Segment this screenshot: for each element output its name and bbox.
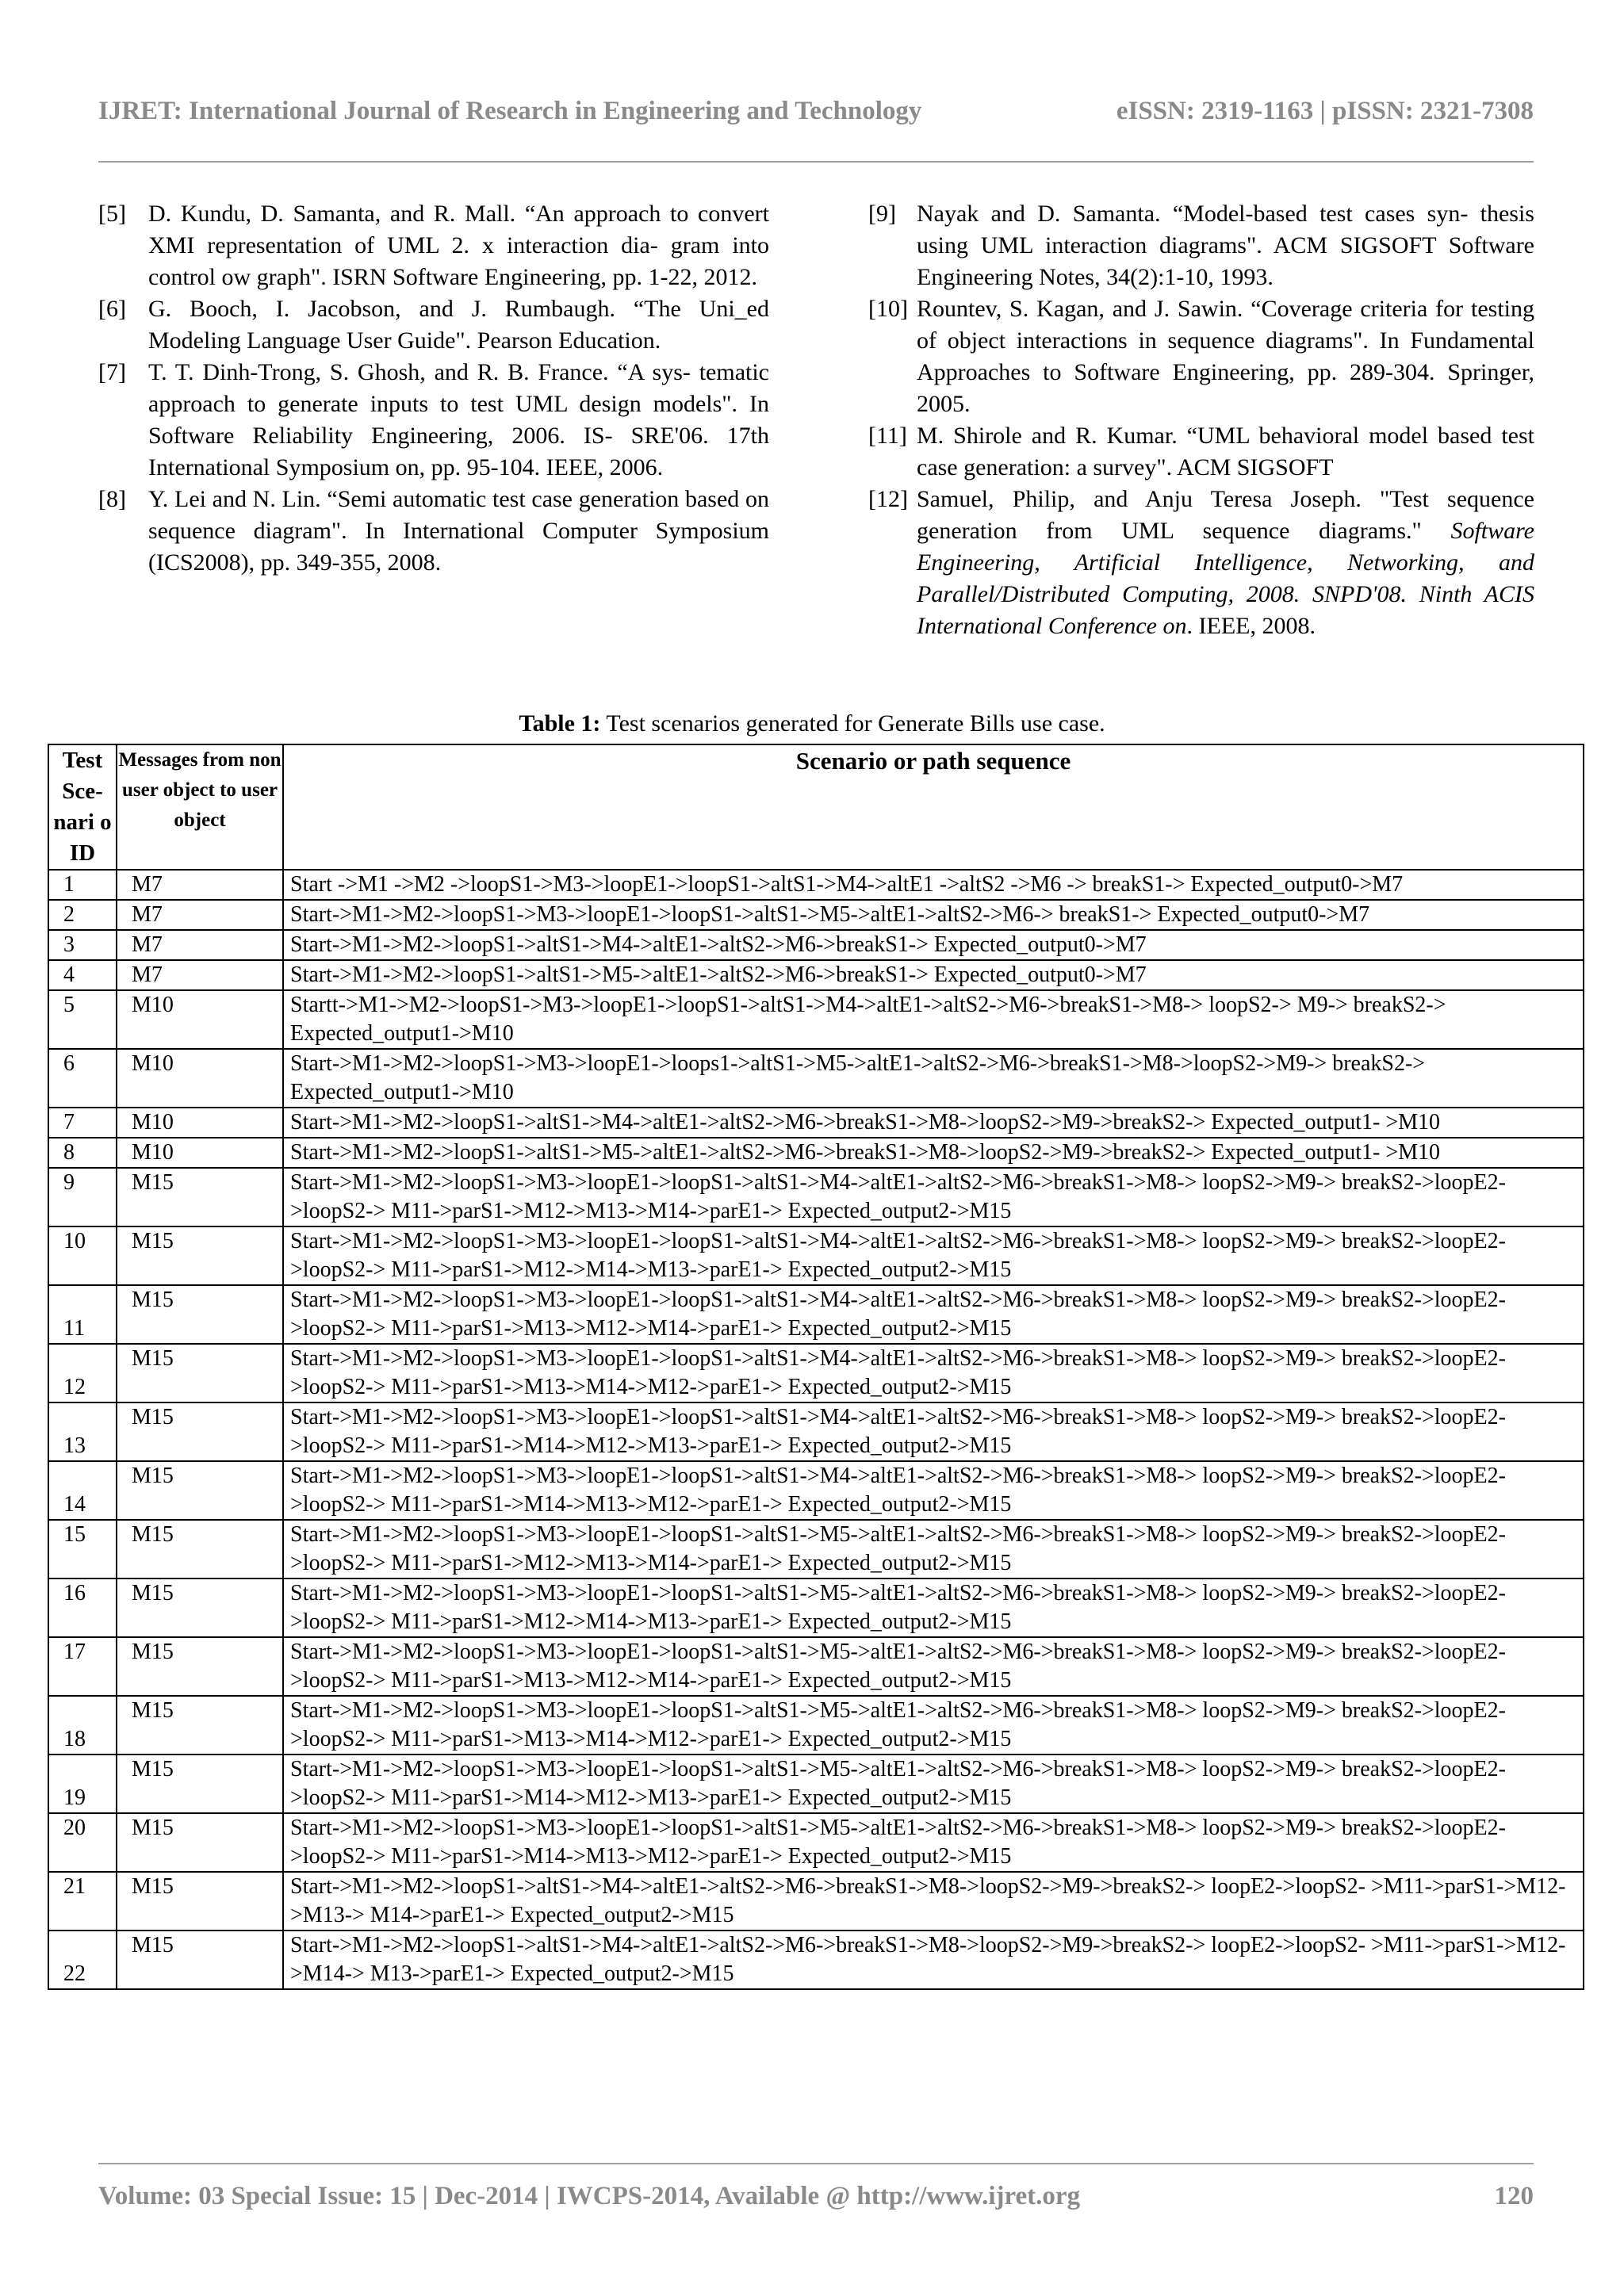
table-row <box>48 1461 1584 1520</box>
sequence-cell: Start->M1->M2->loopS1->altS1->M4->altE1->altS2->M6->breakS1->M8->loopS2->M9->breakS2-> Expected_output1- >M10 <box>283 1108 1584 1138</box>
sequence-cell: Start->M1->M2->loopS1->M3->loopE1->loopS1->altS1->M5->altE1->altS2->M6->breakS1->M8-> loopS2->M9-> breakS2->loopE2->loopS2-> M11->parS1->M12->M14->M13->parE1-> Expected_output2->M15 <box>283 1578 1584 1637</box>
reference-venue-italic: Software Engineering, Artificial Intelligence, Networking, and Parallel/Distributed Computing, 2008. SNPD'08. Ninth ACIS International Conference on <box>917 518 1534 639</box>
message-cell: M10 <box>117 1108 283 1138</box>
running-header <box>98 97 1534 126</box>
table-row <box>48 1755 1584 1813</box>
sequence-cell: Start->M1->M2->loopS1->M3->loopE1->loopS1->altS1->M5->altE1->altS2->M6->breakS1->M8-> loopS2->M9-> breakS2->loopE2->loopS2-> M11->parS1->M14->M13->M12->parE1-> Expected_output2->M15 <box>283 1813 1584 1872</box>
message-cell: M15 <box>117 1520 283 1578</box>
sequence-cell: Start->M1->M2->loopS1->M3->loopE1->loopS1->altS1->M4->altE1->altS2->M6->breakS1->M8-> loopS2->M9-> breakS2->loopE2->loopS2-> M11->parS1->M13->M12->M14->parE1-> Expected_output2->M15 <box>283 1285 1584 1344</box>
table-row <box>48 1285 1584 1344</box>
scenario-id-cell: 9 <box>48 1168 117 1226</box>
scenario-id-cell: 7 <box>48 1108 117 1138</box>
table-row <box>48 1138 1584 1168</box>
reference-text-plain: Samuel, Philip, and Anju Teresa Joseph. "Test sequence generation from UML sequence diagrams." <box>917 486 1534 544</box>
table-row <box>48 1520 1584 1578</box>
scenario-id-cell: 14 <box>48 1461 117 1520</box>
reference-text <box>917 484 1534 642</box>
reference-item <box>868 484 1534 642</box>
reference-item <box>868 420 1534 484</box>
message-cell: M15 <box>117 1872 283 1931</box>
reference-number: [7] <box>98 359 126 385</box>
scenario-id-cell: 20 <box>48 1813 117 1872</box>
sequence-cell: Start->M1->M2->loopS1->M3->loopE1->loopS1->altS1->M5->altE1->altS2->M6->breakS1->M8-> loopS2->M9-> breakS2->loopE2->loopS2-> M11->parS1->M13->M14->M12->parE1-> Expected_output2->M15 <box>283 1696 1584 1755</box>
scenario-id-cell: 13 <box>48 1402 117 1461</box>
message-cell: M15 <box>117 1755 283 1813</box>
reference-number: [5] <box>98 201 126 227</box>
journal-title: IJRET: International Journal of Research in Engineering and Technology <box>98 97 922 125</box>
sequence-cell: Start->M1->M2->loopS1->altS1->M4->altE1->altS2->M6->breakS1->M8->loopS2->M9->breakS2-> loopE2->loopS2- >M11->parS1->M12->M14-> M13->parE1-> Expected_output2->M15 <box>283 1931 1584 1989</box>
scenario-id-cell: 16 <box>48 1578 117 1637</box>
scenario-id-cell: 22 <box>48 1931 117 1989</box>
reference-text: Rountev, S. Kagan, and J. Sawin. “Coverage criteria for testing of object interactions in sequence diagrams". In Fundamental Approaches to Software Engineering, pp. 289-304. Springer, 2005. <box>917 296 1534 417</box>
table-row <box>48 1813 1584 1872</box>
table-caption-text: Test scenarios generated for Generate Bills use case. <box>600 710 1105 737</box>
reference-item <box>98 357 769 484</box>
reference-text: Y. Lei and N. Lin. “Semi automatic test case generation based on sequence diagram". In International Computer Symposium (ICS2008), pp. 349-355, 2008. <box>148 486 769 576</box>
scenario-id-cell: 8 <box>48 1138 117 1168</box>
footer-volume-info: Volume: 03 Special Issue: 15 | Dec-2014 | IWCPS-2014, Available @ http://www.ijret.org <box>98 2182 1081 2210</box>
table-row <box>48 1872 1584 1931</box>
message-cell: M10 <box>117 1138 283 1168</box>
table-row <box>48 1696 1584 1755</box>
reference-item <box>98 484 769 579</box>
message-cell: M15 <box>117 1461 283 1520</box>
scenario-id-cell: 15 <box>48 1520 117 1578</box>
reference-number: [10] <box>868 296 908 322</box>
sequence-cell: Start->M1->M2->loopS1->M3->loopE1->loopS1->altS1->M5->altE1->altS2->M6->breakS1->M8-> loopS2->M9-> breakS2->loopE2->loopS2-> M11->parS1->M14->M12->M13->parE1-> Expected_output2->M15 <box>283 1755 1584 1813</box>
table-row <box>48 990 1584 1049</box>
reference-item <box>98 198 769 293</box>
message-cell: M15 <box>117 1285 283 1344</box>
column-header-sequence: Scenario or path sequence <box>283 744 1584 870</box>
references-left-column <box>98 198 769 579</box>
issn: eISSN: 2319-1163 | pISSN: 2321-7308 <box>1116 97 1534 125</box>
table-row <box>48 870 1584 900</box>
table-body <box>48 870 1584 1989</box>
message-cell: M10 <box>117 990 283 1049</box>
message-cell: M15 <box>117 1344 283 1402</box>
scenario-id-cell: 11 <box>48 1285 117 1344</box>
reference-number: [6] <box>98 296 126 322</box>
sequence-cell: Start ->M1 ->M2 ->loopS1->M3->loopE1->loopS1->altS1->M4->altE1 ->altS2 ->M6 -> breakS1-> Expected_output0->M7 <box>283 870 1584 900</box>
reference-number: [12] <box>868 486 908 512</box>
table-caption-label: Table 1: <box>519 710 601 737</box>
sequence-cell: Start->M1->M2->loopS1->M3->loopE1->loopS1->altS1->M4->altE1->altS2->M6->breakS1->M8-> loopS2->M9-> breakS2->loopE2->loopS2-> M11->parS1->M12->M14->M13->parE1-> Expected_output2->M15 <box>283 1226 1584 1285</box>
scenario-id-cell: 18 <box>48 1696 117 1755</box>
scenario-id-cell: 12 <box>48 1344 117 1402</box>
message-cell: M15 <box>117 1931 283 1989</box>
message-cell: M7 <box>117 930 283 960</box>
sequence-cell: Startt->M1->M2->loopS1->M3->loopE1->loopS1->altS1->M4->altE1->altS2->M6->breakS1->M8-> loopS2-> M9-> breakS2-> Expected_output1->M10 <box>283 990 1584 1049</box>
footer-rule <box>98 2163 1534 2164</box>
table-row <box>48 1344 1584 1402</box>
table-row <box>48 1108 1584 1138</box>
reference-text: G. Booch, I. Jacobson, and J. Rumbaugh. “The Uni_ed Modeling Language User Guide". Pearson Education. <box>148 296 769 354</box>
sequence-cell: Start->M1->M2->loopS1->M3->loopE1->loopS1->altS1->M5->altE1->altS2->M6->breakS1->M8-> loopS2->M9-> breakS2->loopE2->loopS2-> M11->parS1->M12->M13->M14->parE1-> Expected_output2->M15 <box>283 1520 1584 1578</box>
reference-text: M. Shirole and R. Kumar. “UML behavioral model based test case generation: a survey". ACM SIGSOFT <box>917 423 1534 480</box>
scenario-id-cell: 4 <box>48 960 117 990</box>
column-header-messages: Messages from non user object to user object <box>117 744 283 870</box>
message-cell: M15 <box>117 1813 283 1872</box>
scenario-id-cell: 10 <box>48 1226 117 1285</box>
reference-text: Nayak and D. Samanta. “Model-based test cases syn- thesis using UML interaction diagrams". ACM SIGSOFT Software Engineering Notes, 34(2):1-10, 1993. <box>917 201 1534 290</box>
sequence-cell: Start->M1->M2->loopS1->M3->loopE1->loopS1->altS1->M5->altE1->altS2->M6->breakS1->M8-> loopS2->M9-> breakS2->loopE2->loopS2-> M11->parS1->M13->M12->M14->parE1-> Expected_output2->M15 <box>283 1637 1584 1696</box>
message-cell: M15 <box>117 1402 283 1461</box>
table-row <box>48 1578 1584 1637</box>
scenario-id-cell: 1 <box>48 870 117 900</box>
message-cell: M7 <box>117 960 283 990</box>
table-row <box>48 960 1584 990</box>
sequence-cell: Start->M1->M2->loopS1->altS1->M4->altE1->altS2->M6->breakS1-> Expected_output0->M7 <box>283 930 1584 960</box>
message-cell: M15 <box>117 1696 283 1755</box>
scenario-id-cell: 19 <box>48 1755 117 1813</box>
header-rule <box>98 161 1534 163</box>
column-header-test-id: Test Sce- nari o ID <box>48 744 117 870</box>
reference-item <box>868 293 1534 420</box>
scenario-id-cell: 17 <box>48 1637 117 1696</box>
message-cell: M7 <box>117 900 283 930</box>
sequence-cell: Start->M1->M2->loopS1->altS1->M5->altE1->altS2->M6->breakS1-> Expected_output0->M7 <box>283 960 1584 990</box>
table-row <box>48 1049 1584 1108</box>
scenario-id-cell: 6 <box>48 1049 117 1108</box>
test-scenarios-table <box>48 744 1584 1990</box>
sequence-cell: Start->M1->M2->loopS1->M3->loopE1->loopS1->altS1->M4->altE1->altS2->M6->breakS1->M8-> loopS2->M9-> breakS2->loopE2->loopS2-> M11->parS1->M12->M13->M14->parE1-> Expected_output2->M15 <box>283 1168 1584 1226</box>
message-cell: M15 <box>117 1578 283 1637</box>
message-cell: M7 <box>117 870 283 900</box>
message-cell: M15 <box>117 1226 283 1285</box>
reference-number: [9] <box>868 201 896 227</box>
table-row <box>48 1402 1584 1461</box>
message-cell: M15 <box>117 1637 283 1696</box>
scenario-id-cell: 21 <box>48 1872 117 1931</box>
scenario-id-cell: 5 <box>48 990 117 1049</box>
table-row <box>48 1637 1584 1696</box>
reference-text: D. Kundu, D. Samanta, and R. Mall. “An approach to convert XMI representation of UML 2. x interaction dia- gram into control ow graph". ISRN Software Engineering, pp. 1-22, 2012. <box>148 201 769 290</box>
scenario-id-cell: 3 <box>48 930 117 960</box>
reference-number: [8] <box>98 486 126 512</box>
sequence-cell: Start->M1->M2->loopS1->M3->loopE1->loops1->altS1->M5->altE1->altS2->M6->breakS1->M8->loopS2->M9-> breakS2-> Expected_output1->M10 <box>283 1049 1584 1108</box>
reference-text-end: . IEEE, 2008. <box>1186 613 1316 639</box>
sequence-cell: Start->M1->M2->loopS1->M3->loopE1->loopS1->altS1->M4->altE1->altS2->M6->breakS1->M8-> loopS2->M9-> breakS2->loopE2->loopS2-> M11->parS1->M14->M12->M13->parE1-> Expected_output2->M15 <box>283 1402 1584 1461</box>
message-cell: M15 <box>117 1168 283 1226</box>
reference-text: T. T. Dinh-Trong, S. Ghosh, and R. B. France. “A sys- tematic approach to generate inputs to test UML design models". In Software Reliability Engineering, 2006. IS- SRE'06. 17th International Symposium on, pp. 95-104. IEEE, 2006. <box>148 359 769 480</box>
references-right-column <box>868 198 1534 642</box>
message-cell: M10 <box>117 1049 283 1108</box>
table-row <box>48 1226 1584 1285</box>
sequence-cell: Start->M1->M2->loopS1->M3->loopE1->loopS1->altS1->M4->altE1->altS2->M6->breakS1->M8-> loopS2->M9-> breakS2->loopE2->loopS2-> M11->parS1->M13->M14->M12->parE1-> Expected_output2->M15 <box>283 1344 1584 1402</box>
table-row <box>48 900 1584 930</box>
reference-item <box>98 293 769 357</box>
page-number: 120 <box>1494 2182 1534 2210</box>
scenario-id-cell: 2 <box>48 900 117 930</box>
reference-item <box>868 198 1534 293</box>
sequence-cell: Start->M1->M2->loopS1->altS1->M4->altE1->altS2->M6->breakS1->M8->loopS2->M9->breakS2-> loopE2->loopS2- >M11->parS1->M12->M13-> M14->parE1-> Expected_output2->M15 <box>283 1872 1584 1931</box>
table-row <box>48 1931 1584 1989</box>
table-row <box>48 930 1584 960</box>
running-footer <box>98 2182 1534 2211</box>
sequence-cell: Start->M1->M2->loopS1->altS1->M5->altE1->altS2->M6->breakS1->M8->loopS2->M9->breakS2-> Expected_output1- >M10 <box>283 1138 1584 1168</box>
sequence-cell: Start->M1->M2->loopS1->M3->loopE1->loopS1->altS1->M4->altE1->altS2->M6->breakS1->M8-> loopS2->M9-> breakS2->loopE2->loopS2-> M11->parS1->M14->M13->M12->parE1-> Expected_output2->M15 <box>283 1461 1584 1520</box>
table-row <box>48 1168 1584 1226</box>
table-header-row <box>48 744 1584 870</box>
table-caption <box>0 710 1624 737</box>
sequence-cell: Start->M1->M2->loopS1->M3->loopE1->loopS1->altS1->M5->altE1->altS2->M6-> breakS1-> Expected_output0->M7 <box>283 900 1584 930</box>
reference-number: [11] <box>868 423 907 449</box>
